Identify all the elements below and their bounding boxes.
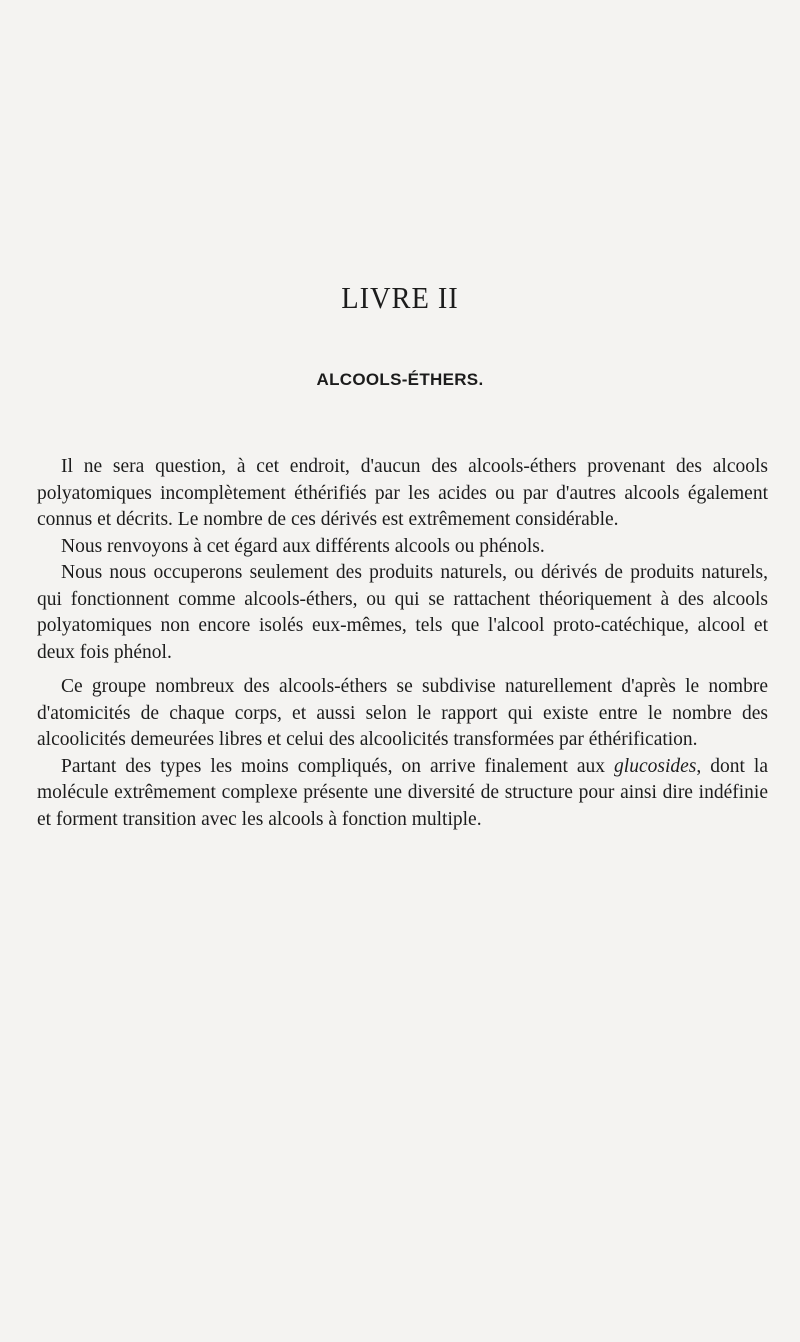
paragraph-5-text-before: Partant des types les moins compliqués, on arrive finalement aux xyxy=(61,755,615,777)
paragraph-4: Ce groupe nombreux des alcools-éthers se subdivise naturellement d'après le nombre d'atomicités de chaque corps, et aussi selon le rapport qui existe entre le nombre des alcoolicités demeurées libres et celui des alcoolicités transformées par éthérification. xyxy=(37,676,768,750)
paragraph-5 xyxy=(37,754,768,834)
glucosides-emphasis: glucosides xyxy=(614,755,697,777)
body-text xyxy=(37,454,768,833)
paragraph-5-text-after: , dont la molécule extrêmement complexe présente une diversité de structure pour ainsi dire indéfinie et forment transition avec les alcools à fonction multiple. xyxy=(37,755,768,830)
paragraph-2: Nous renvoyons à cet égard aux différents alcools ou phénols. xyxy=(61,535,545,557)
paragraph-1: Il ne sera question, à cet endroit, d'aucun des alcools-éthers provenant des alcools polyatomiques incomplètement éthérifiés par les acides ou par d'autres alcools également connus et décrits. Le nombre de ces dérivés est extrêmement considérable. xyxy=(37,456,768,530)
book-title: LIVRE II xyxy=(341,280,459,315)
section-title: ALCOOLS-ÉTHERS. xyxy=(316,370,484,389)
paragraph-3: Nous nous occuperons seulement des produits naturels, ou dérivés de produits naturels, qui fonctionnent comme alcools-éthers, ou qui se rattachent théoriquement à des alcools polyatomiques non encore isolés eux-mêmes, tels que l'alcool proto-catéchique, alcool et deux fois phénol. xyxy=(37,562,768,663)
